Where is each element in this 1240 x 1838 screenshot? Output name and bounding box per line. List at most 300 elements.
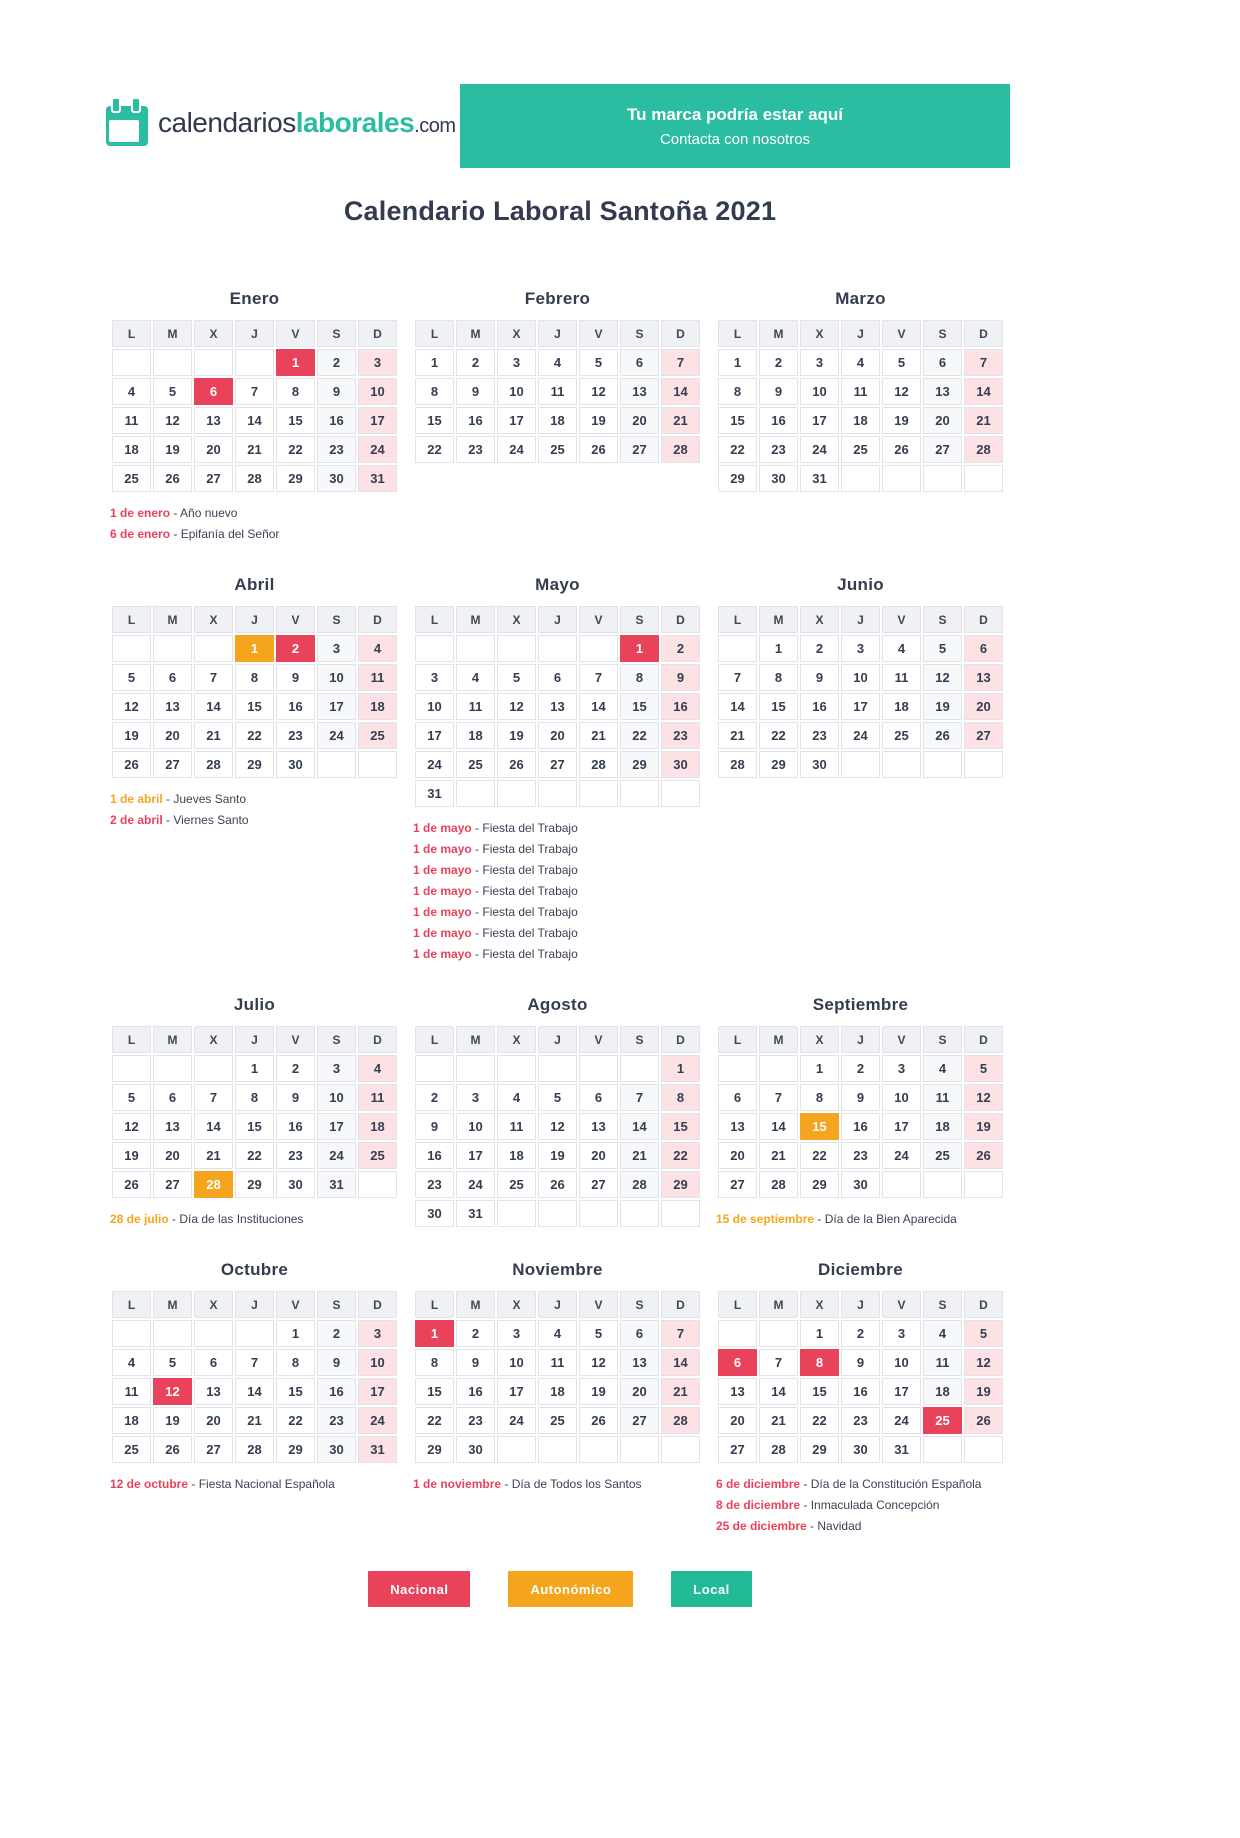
day-cell: 8 bbox=[718, 378, 757, 405]
month-calendar-octubre bbox=[110, 1289, 399, 1465]
day-cell: 11 bbox=[538, 1349, 577, 1376]
day-header-j: J bbox=[538, 1026, 577, 1053]
day-cell: 7 bbox=[194, 1084, 233, 1111]
day-header-j: J bbox=[538, 606, 577, 633]
day-cell: 6 bbox=[620, 349, 659, 376]
day-cell: 31 bbox=[358, 465, 397, 492]
day-cell: 10 bbox=[497, 378, 536, 405]
week-row bbox=[415, 1378, 700, 1405]
day-cell: 14 bbox=[759, 1378, 798, 1405]
day-cell: 27 bbox=[923, 436, 962, 463]
day-header-x: X bbox=[800, 1291, 839, 1318]
week-row bbox=[415, 693, 700, 720]
empty-cell bbox=[456, 780, 495, 807]
empty-cell bbox=[112, 1320, 151, 1347]
day-header-l: L bbox=[112, 1291, 151, 1318]
month-calendar-septiembre bbox=[716, 1024, 1005, 1200]
day-header-x: X bbox=[194, 320, 233, 347]
day-cell: 11 bbox=[538, 378, 577, 405]
empty-cell bbox=[620, 1436, 659, 1463]
holiday-note bbox=[110, 503, 399, 524]
empty-cell bbox=[964, 751, 1003, 778]
day-header-m: M bbox=[759, 1291, 798, 1318]
day-cell: 15 bbox=[415, 407, 454, 434]
day-cell: 6 bbox=[153, 664, 192, 691]
holiday-note-date: 1 de mayo bbox=[413, 821, 472, 835]
day-cell: 16 bbox=[317, 407, 356, 434]
day-cell: 26 bbox=[112, 1171, 151, 1198]
day-header-d: D bbox=[964, 320, 1003, 347]
day-cell: 20 bbox=[964, 693, 1003, 720]
day-cell: 1 bbox=[235, 1055, 274, 1082]
day-cell: 27 bbox=[194, 1436, 233, 1463]
day-header-l: L bbox=[415, 606, 454, 633]
day-header-j: J bbox=[538, 320, 577, 347]
day-cell: 9 bbox=[661, 664, 700, 691]
empty-cell bbox=[497, 1436, 536, 1463]
day-cell: 6 bbox=[579, 1084, 618, 1111]
empty-cell bbox=[194, 635, 233, 662]
empty-cell bbox=[759, 1320, 798, 1347]
empty-cell bbox=[194, 349, 233, 376]
month-abril bbox=[110, 575, 399, 831]
holiday-note-date: 8 de diciembre bbox=[716, 1498, 801, 1512]
day-cell: 7 bbox=[964, 349, 1003, 376]
week-row bbox=[718, 1171, 1003, 1198]
day-header-v: V bbox=[882, 320, 921, 347]
day-cell: 12 bbox=[964, 1084, 1003, 1111]
day-header-s: S bbox=[620, 1026, 659, 1053]
day-cell: 8 bbox=[276, 378, 315, 405]
holiday-notes-noviembre bbox=[413, 1474, 702, 1495]
empty-cell bbox=[153, 635, 192, 662]
day-cell: 18 bbox=[538, 1378, 577, 1405]
holiday-note bbox=[413, 902, 702, 923]
day-cell: 27 bbox=[194, 465, 233, 492]
week-row bbox=[718, 436, 1003, 463]
day-header-s: S bbox=[317, 320, 356, 347]
day-cell: 7 bbox=[620, 1084, 659, 1111]
holiday-note-date: 1 de mayo bbox=[413, 863, 472, 877]
day-cell: 3 bbox=[358, 1320, 397, 1347]
day-cell: 10 bbox=[800, 378, 839, 405]
day-cell: 19 bbox=[497, 722, 536, 749]
day-cell: 20 bbox=[620, 407, 659, 434]
day-cell: 15 bbox=[661, 1113, 700, 1140]
day-cell: 22 bbox=[718, 436, 757, 463]
day-cell: 12 bbox=[497, 693, 536, 720]
day-cell: 3 bbox=[497, 1320, 536, 1347]
day-cell: 13 bbox=[579, 1113, 618, 1140]
empty-cell bbox=[358, 1171, 397, 1198]
empty-cell bbox=[661, 780, 700, 807]
day-cell: 24 bbox=[841, 722, 880, 749]
day-header-x: X bbox=[497, 1026, 536, 1053]
day-cell: 10 bbox=[497, 1349, 536, 1376]
month-marzo bbox=[716, 289, 1005, 494]
day-header-d: D bbox=[358, 606, 397, 633]
holiday-note bbox=[413, 944, 702, 965]
day-cell: 1 bbox=[415, 349, 454, 376]
holiday-cell-nacional: 8 bbox=[800, 1349, 839, 1376]
day-cell: 14 bbox=[964, 378, 1003, 405]
day-cell: 15 bbox=[276, 407, 315, 434]
day-cell: 30 bbox=[415, 1200, 454, 1227]
day-cell: 5 bbox=[153, 378, 192, 405]
day-cell: 23 bbox=[800, 722, 839, 749]
day-cell: 1 bbox=[800, 1320, 839, 1347]
day-header-x: X bbox=[497, 1291, 536, 1318]
month-calendar-agosto bbox=[413, 1024, 702, 1229]
holiday-note bbox=[413, 839, 702, 860]
day-cell: 16 bbox=[276, 693, 315, 720]
day-cell: 5 bbox=[497, 664, 536, 691]
day-header-x: X bbox=[497, 320, 536, 347]
day-cell: 31 bbox=[456, 1200, 495, 1227]
empty-cell bbox=[235, 349, 274, 376]
day-cell: 7 bbox=[579, 664, 618, 691]
day-cell: 31 bbox=[882, 1436, 921, 1463]
day-header-j: J bbox=[538, 1291, 577, 1318]
day-cell: 29 bbox=[276, 1436, 315, 1463]
week-row bbox=[112, 1084, 397, 1111]
holiday-note bbox=[716, 1516, 1005, 1537]
holiday-note-date: 1 de mayo bbox=[413, 926, 472, 940]
day-cell: 23 bbox=[415, 1171, 454, 1198]
day-cell: 5 bbox=[923, 635, 962, 662]
day-cell: 18 bbox=[456, 722, 495, 749]
day-cell: 14 bbox=[759, 1113, 798, 1140]
holiday-cell-nacional: 25 bbox=[923, 1407, 962, 1434]
holiday-note-text: - Inmaculada Concepción bbox=[800, 1498, 940, 1512]
day-cell: 24 bbox=[497, 1407, 536, 1434]
day-cell: 29 bbox=[235, 1171, 274, 1198]
day-cell: 28 bbox=[759, 1171, 798, 1198]
day-cell: 16 bbox=[841, 1378, 880, 1405]
day-cell: 23 bbox=[759, 436, 798, 463]
day-cell: 26 bbox=[153, 465, 192, 492]
holiday-cell-nacional: 6 bbox=[194, 378, 233, 405]
day-header-x: X bbox=[800, 1026, 839, 1053]
holiday-note bbox=[716, 1209, 1005, 1230]
day-cell: 26 bbox=[538, 1171, 577, 1198]
week-row bbox=[112, 1407, 397, 1434]
day-cell: 11 bbox=[112, 1378, 151, 1405]
holiday-note-date: 1 de noviembre bbox=[413, 1477, 502, 1491]
day-cell: 24 bbox=[317, 1142, 356, 1169]
holiday-note bbox=[110, 810, 399, 831]
week-row bbox=[415, 1349, 700, 1376]
day-header-m: M bbox=[456, 606, 495, 633]
day-cell: 4 bbox=[456, 664, 495, 691]
day-cell: 2 bbox=[841, 1055, 880, 1082]
day-cell: 12 bbox=[538, 1113, 577, 1140]
day-cell: 16 bbox=[276, 1113, 315, 1140]
day-cell: 9 bbox=[800, 664, 839, 691]
month-title-febrero: Febrero bbox=[524, 289, 591, 308]
day-cell: 29 bbox=[718, 465, 757, 492]
day-cell: 28 bbox=[661, 436, 700, 463]
month-title-noviembre: Noviembre bbox=[512, 1260, 603, 1279]
week-row bbox=[112, 1171, 397, 1198]
day-cell: 27 bbox=[579, 1171, 618, 1198]
legend-button-nacional[interactable]: Nacional bbox=[368, 1571, 470, 1607]
day-cell: 12 bbox=[579, 1349, 618, 1376]
month-calendar-mayo bbox=[413, 604, 702, 809]
day-header-v: V bbox=[579, 606, 618, 633]
week-row bbox=[112, 635, 397, 662]
day-cell: 26 bbox=[112, 751, 151, 778]
holiday-notes-julio bbox=[110, 1209, 399, 1230]
empty-cell bbox=[718, 635, 757, 662]
holiday-note-date: 1 de enero bbox=[110, 506, 171, 520]
day-header-l: L bbox=[112, 1026, 151, 1053]
day-cell: 12 bbox=[882, 378, 921, 405]
banner-contact-link[interactable]: Contacta con nosotros bbox=[659, 130, 811, 148]
day-header-s: S bbox=[620, 320, 659, 347]
day-cell: 6 bbox=[718, 1084, 757, 1111]
empty-cell bbox=[194, 1320, 233, 1347]
day-header-m: M bbox=[456, 1026, 495, 1053]
holiday-cell-nacional: 12 bbox=[153, 1378, 192, 1405]
day-header-x: X bbox=[194, 606, 233, 633]
site-logo[interactable] bbox=[106, 98, 456, 148]
day-cell: 17 bbox=[800, 407, 839, 434]
page-header bbox=[110, 84, 1010, 168]
day-cell: 6 bbox=[620, 1320, 659, 1347]
holiday-note-date: 6 de diciembre bbox=[716, 1477, 801, 1491]
day-cell: 8 bbox=[800, 1084, 839, 1111]
week-row bbox=[718, 465, 1003, 492]
holiday-note bbox=[110, 789, 399, 810]
legend-button-autonomico[interactable]: Autonómico bbox=[508, 1571, 633, 1607]
week-row bbox=[415, 1407, 700, 1434]
day-cell: 22 bbox=[415, 1407, 454, 1434]
day-cell: 13 bbox=[620, 378, 659, 405]
day-cell: 12 bbox=[964, 1349, 1003, 1376]
day-header-m: M bbox=[456, 320, 495, 347]
empty-cell bbox=[538, 1055, 577, 1082]
day-cell: 10 bbox=[317, 664, 356, 691]
week-row bbox=[415, 635, 700, 662]
day-header-j: J bbox=[235, 1026, 274, 1053]
day-cell: 6 bbox=[964, 635, 1003, 662]
day-cell: 27 bbox=[620, 1407, 659, 1434]
empty-cell bbox=[718, 1055, 757, 1082]
week-row bbox=[415, 1142, 700, 1169]
holiday-cell-nacional: 2 bbox=[276, 635, 315, 662]
holiday-notes-enero bbox=[110, 503, 399, 545]
week-row bbox=[112, 465, 397, 492]
day-cell: 18 bbox=[112, 436, 151, 463]
day-cell: 29 bbox=[800, 1171, 839, 1198]
day-cell: 5 bbox=[964, 1055, 1003, 1082]
day-cell: 3 bbox=[317, 1055, 356, 1082]
empty-cell bbox=[882, 1171, 921, 1198]
day-header-v: V bbox=[276, 320, 315, 347]
day-cell: 30 bbox=[276, 751, 315, 778]
day-cell: 12 bbox=[112, 693, 151, 720]
empty-cell bbox=[456, 1055, 495, 1082]
day-cell: 30 bbox=[661, 751, 700, 778]
month-calendar-diciembre bbox=[716, 1289, 1005, 1465]
month-title-agosto: Agosto bbox=[527, 995, 588, 1014]
day-cell: 7 bbox=[194, 664, 233, 691]
day-cell: 26 bbox=[923, 722, 962, 749]
empty-cell bbox=[579, 635, 618, 662]
day-cell: 17 bbox=[882, 1378, 921, 1405]
day-header-v: V bbox=[579, 1026, 618, 1053]
holiday-note bbox=[413, 923, 702, 944]
day-header-m: M bbox=[456, 1291, 495, 1318]
day-cell: 10 bbox=[358, 1349, 397, 1376]
day-cell: 20 bbox=[718, 1142, 757, 1169]
month-title-diciembre: Diciembre bbox=[818, 1260, 903, 1279]
day-cell: 26 bbox=[964, 1407, 1003, 1434]
month-octubre bbox=[110, 1260, 399, 1495]
day-cell: 21 bbox=[194, 722, 233, 749]
day-cell: 27 bbox=[964, 722, 1003, 749]
day-cell: 25 bbox=[882, 722, 921, 749]
day-cell: 27 bbox=[153, 751, 192, 778]
day-cell: 29 bbox=[661, 1171, 700, 1198]
holiday-note bbox=[110, 1474, 399, 1495]
day-cell: 11 bbox=[497, 1113, 536, 1140]
day-cell: 3 bbox=[317, 635, 356, 662]
day-header-m: M bbox=[153, 1026, 192, 1053]
day-cell: 7 bbox=[235, 378, 274, 405]
holiday-note bbox=[413, 818, 702, 839]
day-cell: 22 bbox=[276, 436, 315, 463]
day-cell: 28 bbox=[235, 465, 274, 492]
month-title-abril: Abril bbox=[234, 575, 275, 594]
months-grid bbox=[110, 289, 1010, 1537]
day-header-l: L bbox=[718, 320, 757, 347]
day-cell: 21 bbox=[235, 1407, 274, 1434]
holiday-note-text: - Fiesta del Trabajo bbox=[471, 821, 578, 835]
week-row bbox=[718, 664, 1003, 691]
day-cell: 2 bbox=[759, 349, 798, 376]
empty-cell bbox=[153, 1055, 192, 1082]
day-cell: 29 bbox=[415, 1436, 454, 1463]
day-cell: 17 bbox=[882, 1113, 921, 1140]
day-cell: 31 bbox=[358, 1436, 397, 1463]
day-cell: 7 bbox=[661, 349, 700, 376]
day-cell: 25 bbox=[358, 1142, 397, 1169]
day-header-m: M bbox=[153, 1291, 192, 1318]
day-header-d: D bbox=[964, 1291, 1003, 1318]
empty-cell bbox=[153, 1320, 192, 1347]
day-cell: 4 bbox=[497, 1084, 536, 1111]
day-cell: 30 bbox=[317, 465, 356, 492]
day-cell: 19 bbox=[579, 1378, 618, 1405]
day-cell: 4 bbox=[112, 1349, 151, 1376]
empty-cell bbox=[841, 751, 880, 778]
week-row bbox=[112, 407, 397, 434]
week-row bbox=[718, 1436, 1003, 1463]
day-cell: 7 bbox=[759, 1349, 798, 1376]
day-cell: 8 bbox=[620, 664, 659, 691]
day-cell: 28 bbox=[661, 1407, 700, 1434]
day-header-s: S bbox=[317, 1026, 356, 1053]
holiday-note bbox=[413, 1474, 702, 1495]
day-cell: 5 bbox=[538, 1084, 577, 1111]
day-cell: 30 bbox=[456, 1436, 495, 1463]
day-cell: 28 bbox=[759, 1436, 798, 1463]
day-cell: 25 bbox=[112, 1436, 151, 1463]
day-cell: 24 bbox=[358, 436, 397, 463]
day-cell: 12 bbox=[112, 1113, 151, 1140]
day-header-x: X bbox=[800, 320, 839, 347]
week-row bbox=[415, 407, 700, 434]
day-cell: 18 bbox=[882, 693, 921, 720]
day-cell: 19 bbox=[964, 1378, 1003, 1405]
month-title-octubre: Octubre bbox=[220, 1260, 289, 1279]
week-row bbox=[415, 751, 700, 778]
day-cell: 19 bbox=[153, 1407, 192, 1434]
day-cell: 22 bbox=[661, 1142, 700, 1169]
holiday-note-date: 25 de diciembre bbox=[716, 1519, 807, 1533]
day-cell: 23 bbox=[317, 1407, 356, 1434]
logo-tld: .com bbox=[414, 115, 456, 137]
day-cell: 14 bbox=[661, 378, 700, 405]
day-cell: 17 bbox=[456, 1142, 495, 1169]
ad-banner[interactable] bbox=[460, 84, 1010, 168]
day-header-d: D bbox=[661, 606, 700, 633]
day-cell: 13 bbox=[194, 407, 233, 434]
holiday-note bbox=[716, 1474, 1005, 1495]
day-cell: 9 bbox=[317, 1349, 356, 1376]
day-cell: 9 bbox=[276, 1084, 315, 1111]
day-cell: 24 bbox=[358, 1407, 397, 1434]
day-cell: 19 bbox=[882, 407, 921, 434]
day-cell: 25 bbox=[923, 1142, 962, 1169]
day-cell: 10 bbox=[882, 1349, 921, 1376]
week-row bbox=[112, 1142, 397, 1169]
holiday-notes-mayo bbox=[413, 818, 702, 965]
logo-wordmark bbox=[158, 107, 456, 139]
day-cell: 6 bbox=[194, 1349, 233, 1376]
day-cell: 4 bbox=[841, 349, 880, 376]
day-cell: 13 bbox=[153, 693, 192, 720]
day-cell: 14 bbox=[235, 1378, 274, 1405]
holiday-note-text: - Fiesta del Trabajo bbox=[471, 884, 578, 898]
day-header-x: X bbox=[800, 606, 839, 633]
legend-button-local[interactable]: Local bbox=[671, 1571, 751, 1607]
day-cell: 22 bbox=[800, 1407, 839, 1434]
holiday-note-date: 1 de mayo bbox=[413, 842, 472, 856]
day-header-v: V bbox=[579, 320, 618, 347]
day-header-l: L bbox=[112, 320, 151, 347]
day-cell: 18 bbox=[497, 1142, 536, 1169]
day-cell: 15 bbox=[415, 1378, 454, 1405]
day-cell: 2 bbox=[415, 1084, 454, 1111]
day-header-d: D bbox=[964, 1026, 1003, 1053]
day-cell: 15 bbox=[276, 1378, 315, 1405]
holiday-notes-diciembre bbox=[716, 1474, 1005, 1537]
week-row bbox=[415, 349, 700, 376]
month-agosto bbox=[413, 995, 702, 1229]
day-header-m: M bbox=[153, 320, 192, 347]
week-row bbox=[112, 751, 397, 778]
day-cell: 28 bbox=[235, 1436, 274, 1463]
day-cell: 28 bbox=[964, 436, 1003, 463]
holiday-cell-nacional: 1 bbox=[415, 1320, 454, 1347]
day-header-l: L bbox=[718, 606, 757, 633]
week-row bbox=[415, 1113, 700, 1140]
day-cell: 9 bbox=[841, 1349, 880, 1376]
day-cell: 5 bbox=[579, 1320, 618, 1347]
